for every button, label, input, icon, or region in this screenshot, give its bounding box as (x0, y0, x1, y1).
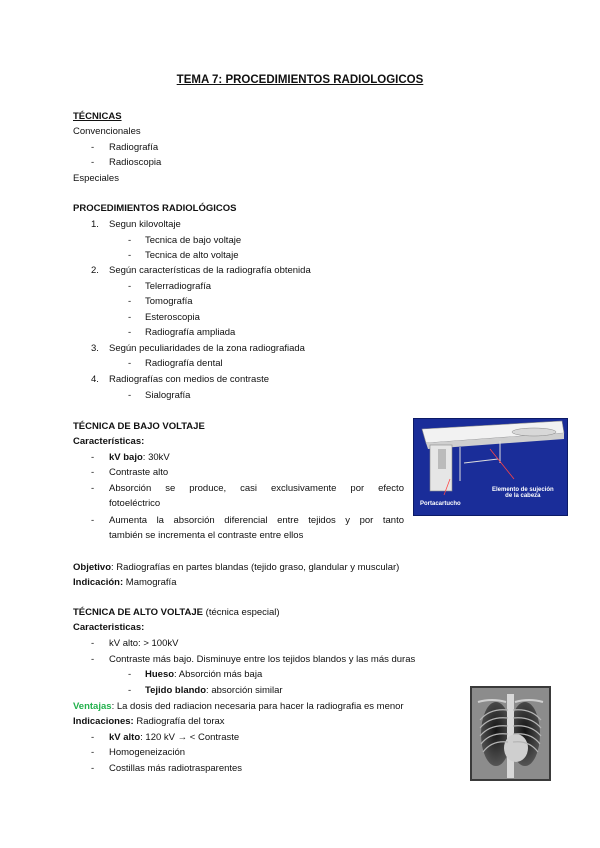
list-item: Homogeneización (109, 747, 186, 758)
indicacion-text: Mamografía (123, 577, 177, 588)
list-item: Según peculiaridades de la zona radiografiada (109, 343, 305, 354)
list-item: Tecnica de alto voltaje (145, 250, 239, 261)
procedimientos-heading: PROCEDIMIENTOS RADIOLÓGICOS (73, 203, 237, 214)
bajo-heading: TÉCNICA DE BAJO VOLTAJE (73, 421, 205, 432)
list-item (109, 452, 170, 463)
bullet-dash: - (91, 452, 95, 463)
convencionales-label: Convencionales (73, 126, 141, 137)
list-number: 4. (91, 374, 99, 385)
list-item-continuation: también se incrementa el contraste entre ellos (109, 530, 304, 541)
blando-text: : absorción similar (206, 685, 283, 696)
bullet-dash: - (91, 732, 95, 743)
list-item (145, 669, 262, 680)
alto-heading-suffix: (técnica especial) (203, 607, 280, 618)
list-item: Radioscopia (109, 157, 162, 168)
tecnicas-heading: TÉCNICAS (73, 111, 122, 122)
list-item: Segun kilovoltaje (109, 219, 181, 230)
list-item: Absorción se produce, casi exclusivamente por efecto (109, 483, 404, 494)
list-item-continuation: fotoeléctrico (109, 498, 161, 509)
indicacion-label: Indicación: (73, 577, 124, 588)
bajo-caracteristicas: Características: (73, 436, 145, 447)
figure-label-sujecion-line2: de la cabeza (505, 493, 541, 499)
bullet-dash: - (91, 515, 95, 526)
chest-xray-figure (470, 686, 551, 781)
indicaciones-text: Radiografía del torax (133, 716, 225, 727)
bullet-dash: - (128, 250, 132, 261)
bullet-dash: - (91, 763, 95, 774)
chest-xray-image (470, 686, 551, 781)
list-item: Radiografía (109, 142, 159, 153)
alto-heading-line (73, 607, 280, 618)
bullet-dash: - (91, 142, 95, 153)
blando-label: Tejido blando (145, 685, 207, 696)
list-item: kV alto: > 100kV (109, 638, 179, 649)
list-item: Contraste más bajo. Disminuye entre los tejidos blandos y las más duras (109, 654, 416, 665)
kv-bajo-value: : 30kV (142, 452, 170, 463)
bullet-dash: - (91, 654, 95, 665)
bullet-dash: - (128, 669, 132, 680)
hueso-text: : Absorción más baja (174, 669, 263, 680)
bullet-dash: - (128, 390, 132, 401)
list-item (145, 685, 283, 696)
hueso-label: Hueso (145, 669, 175, 680)
objetivo-line (73, 562, 399, 573)
objetivo-text: : Radiografías en partes blandas (tejido graso, glandular y muscular) (111, 562, 400, 573)
list-number: 3. (91, 343, 99, 354)
bullet-dash: - (91, 157, 95, 168)
figure-label-portacartucho: Portacartucho (420, 501, 461, 507)
list-item: Según características de la radiografía obtenida (109, 265, 311, 276)
objetivo-label: Objetivo (73, 562, 112, 573)
list-item: Costillas más radiotrasparentes (109, 763, 243, 774)
list-item: Sialografía (145, 390, 191, 401)
list-item: Tomografía (145, 296, 193, 307)
list-item: Tecnica de bajo voltaje (145, 235, 242, 246)
bullet-dash: - (91, 747, 95, 758)
bullet-dash: - (128, 281, 132, 292)
bullet-dash: - (91, 467, 95, 478)
list-item: Telerradiografía (145, 281, 212, 292)
list-item: Radiografía ampliada (145, 327, 236, 338)
list-item: Radiografía dental (145, 358, 223, 369)
ventajas-text: : La dosis ded radiacion necesaria para hacer la radiografia es menor (111, 701, 404, 712)
list-number: 1. (91, 219, 99, 230)
especiales-label: Especiales (73, 173, 119, 184)
bullet-dash: - (128, 358, 132, 369)
list-item: Esteroscopia (145, 312, 200, 323)
list-item: Contraste alto (109, 467, 169, 478)
figure-label-sujecion (492, 487, 554, 499)
kv-alto-label: kV alto (109, 732, 141, 743)
kv-alto-text: : 120 kV → < Contraste (140, 732, 240, 743)
indicacion-line (73, 577, 176, 588)
kv-bajo-label: kV bajo (109, 452, 143, 463)
ventajas-label: Ventajas (73, 701, 112, 712)
mammography-device-figure (413, 418, 568, 516)
bullet-dash: - (128, 685, 132, 696)
list-number: 2. (91, 265, 99, 276)
bullet-dash: - (128, 296, 132, 307)
bullet-dash: - (128, 327, 132, 338)
indicaciones-label: Indicaciones: (73, 716, 134, 727)
list-item: Radiografías con medios de contraste (109, 374, 270, 385)
bullet-dash: - (128, 312, 132, 323)
list-item: Aumenta la absorción diferencial entre tejidos y por tanto (109, 515, 404, 526)
alto-heading: TÉCNICA DE ALTO VOLTAJE (73, 607, 204, 618)
alto-caracteristicas: Caracteristicas: (73, 622, 145, 633)
list-item (109, 732, 239, 743)
ventajas-line (73, 701, 404, 712)
figure-label-sujecion-line1: Elemento de sujeción (492, 487, 554, 493)
indicaciones-line (73, 716, 225, 727)
bullet-dash: - (91, 483, 95, 494)
bullet-dash: - (128, 235, 132, 246)
page-title: TEMA 7: PROCEDIMIENTOS RADIOLOGICOS (176, 74, 424, 86)
bullet-dash: - (91, 638, 95, 649)
